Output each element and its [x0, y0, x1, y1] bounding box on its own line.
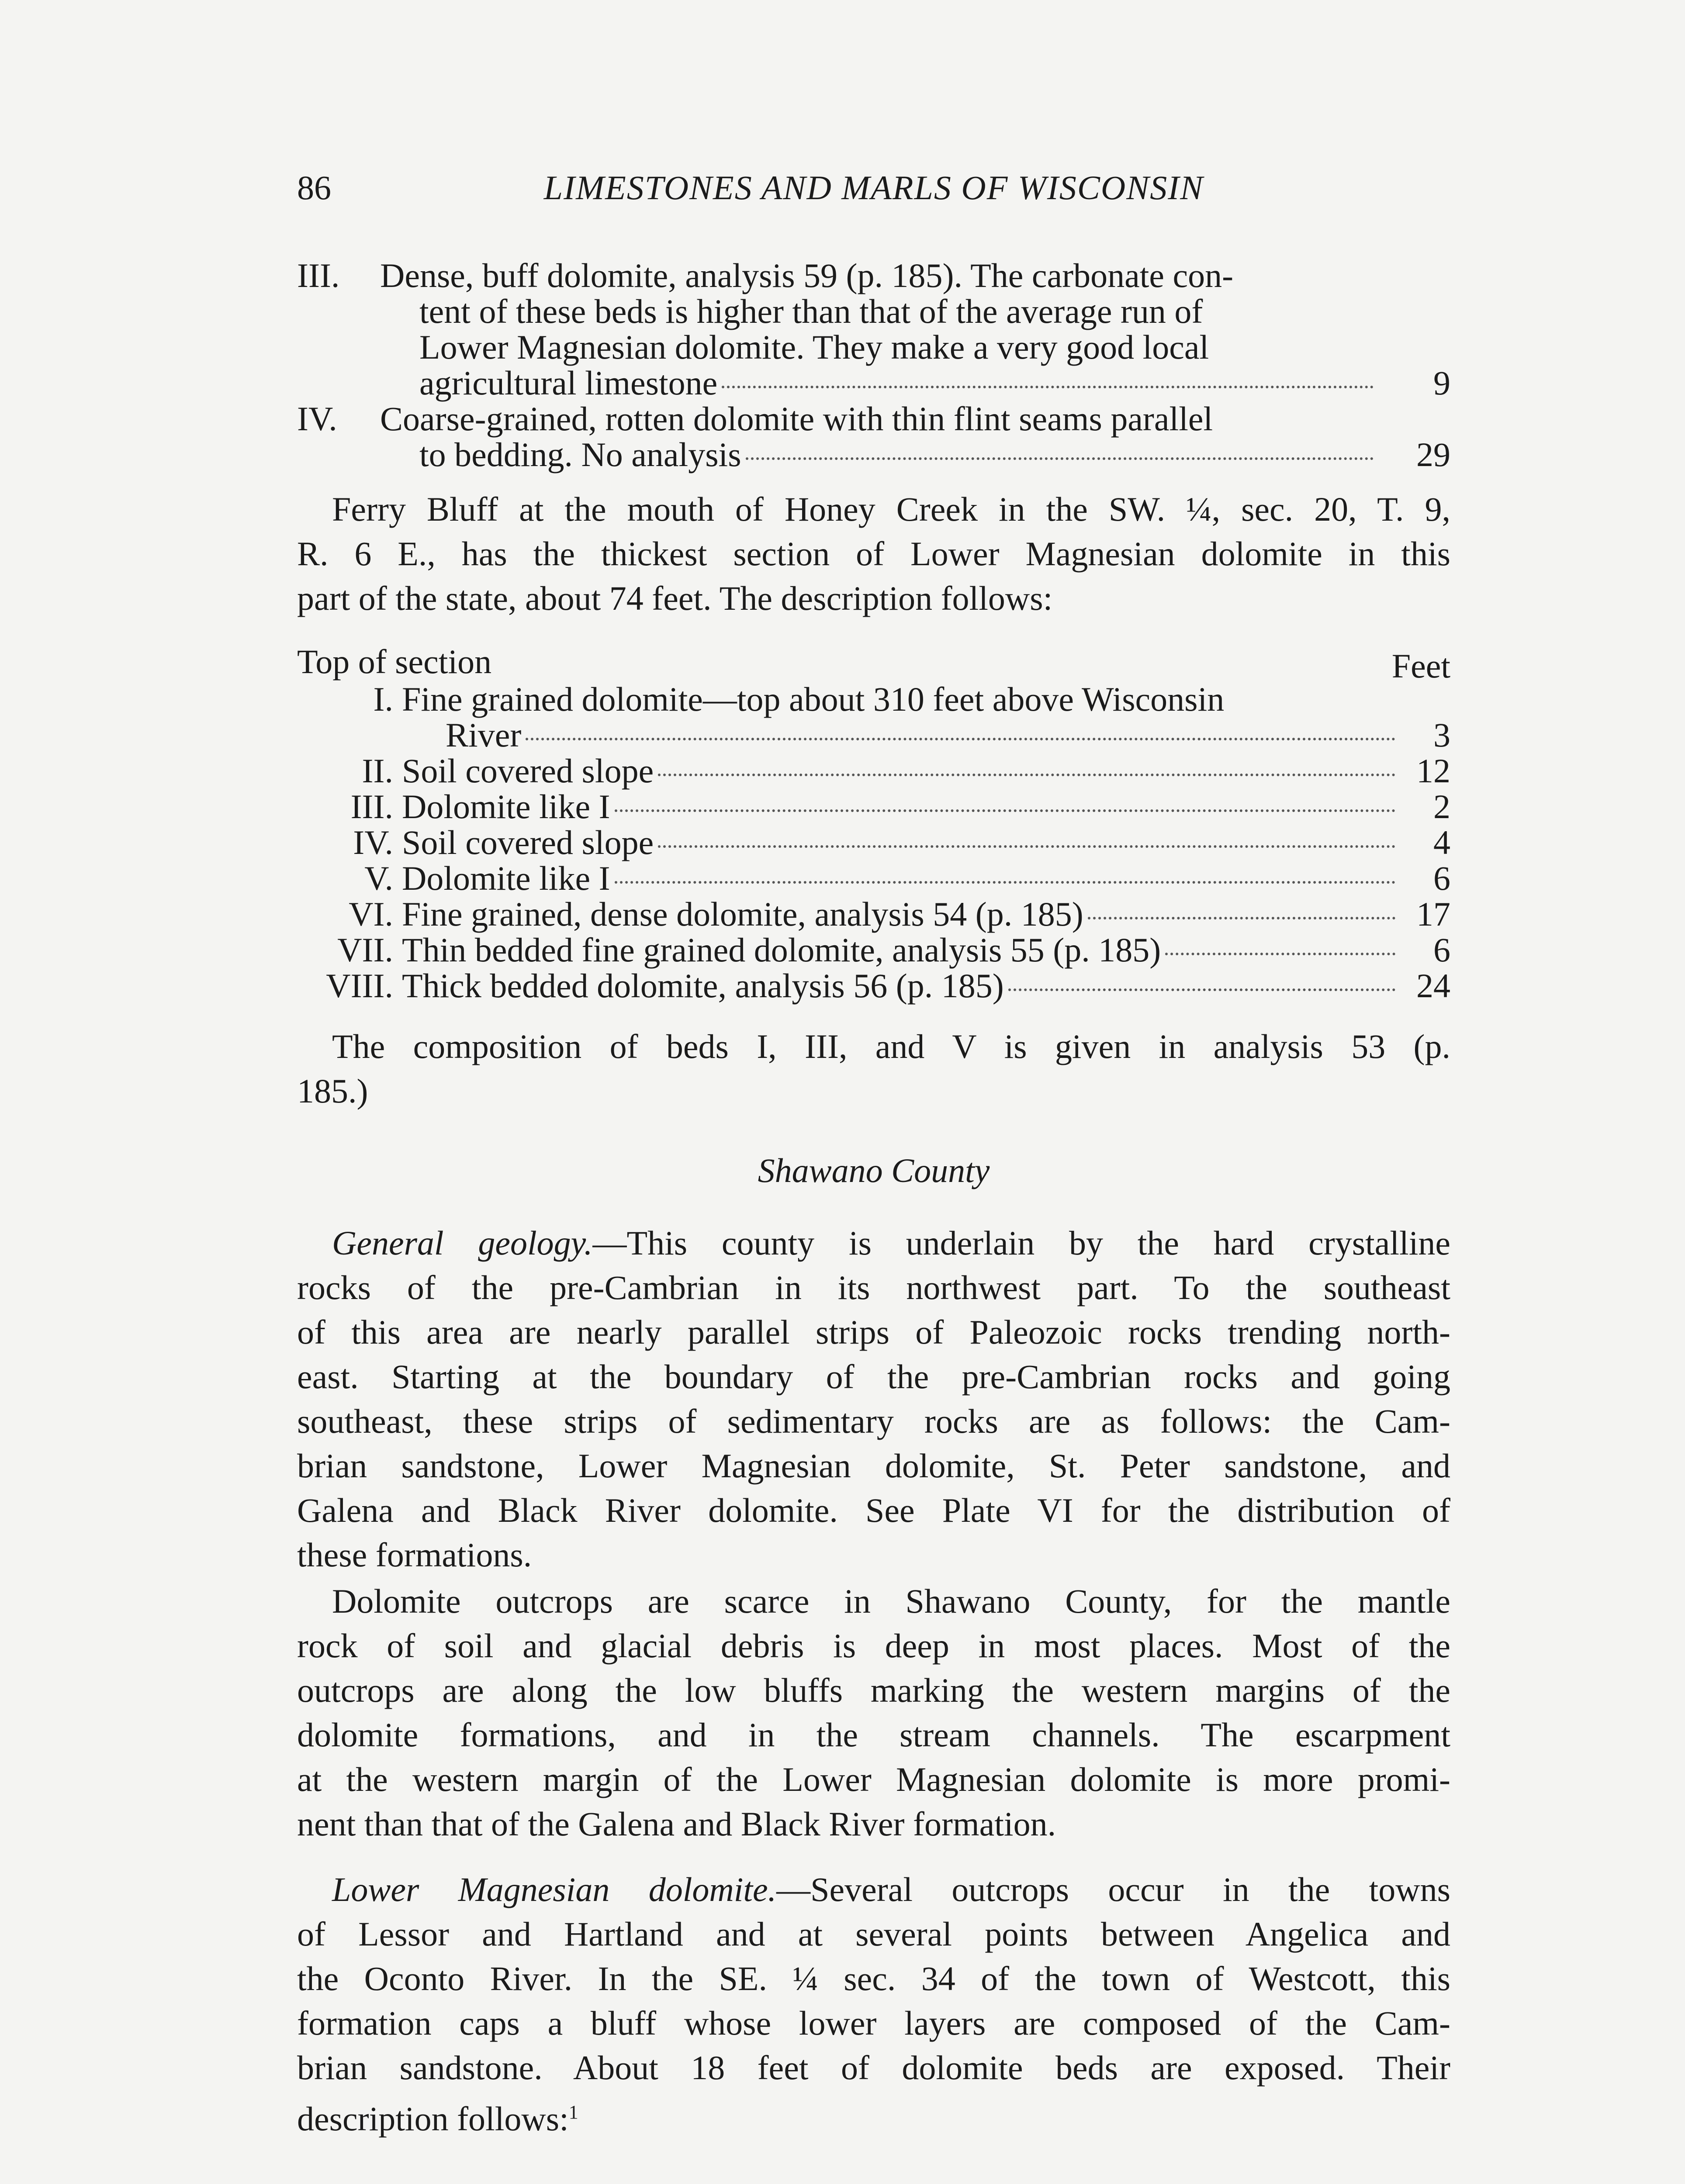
page-header	[297, 168, 1450, 216]
thickness-value: 2	[1433, 788, 1450, 826]
bed-number: III.	[297, 256, 340, 294]
thickness-value: 9	[1433, 364, 1450, 402]
paragraph-lead: General geology.	[332, 1224, 593, 1262]
general-geology-paragraph: General geology.—This county is underlain by the hard crystalline rocks of the pre-Cambrian in its northwest part. To the southeast of this area are nearly parallel strips of Paleozoic rocks trending north- east. Starting at the boundary of the pre-Cambrian rocks and going southeast, these strips of sedimentary rocks are as follows: the Cam- brian sandstone, Lower Magnesian dolomite, St. Peter sandstone, and Galena and Black River dolomite. See Plate VI for the distribution of these formations.	[297, 1224, 1450, 1574]
thickness-value: 3	[1433, 716, 1450, 754]
dot-leader	[1008, 988, 1395, 991]
entry-line: agricultural limestone	[419, 364, 718, 402]
dot-leader	[1165, 953, 1395, 955]
dot-leader	[526, 738, 1395, 740]
thickness-value: 17	[1416, 895, 1450, 933]
bed-entry-iv	[297, 401, 1450, 473]
running-head: LIMESTONES AND MARLS OF WISCONSIN	[543, 169, 1204, 207]
composition-paragraph: The composition of beds I, III, and V is given in analysis 53 (p. 185.)	[297, 1027, 1450, 1110]
dot-leader	[615, 809, 1395, 812]
table-right-header: Feet	[1391, 647, 1450, 685]
table-left-header: Top of section	[297, 643, 492, 681]
thickness-value: 4	[1433, 823, 1450, 861]
page-number: 86	[297, 169, 331, 207]
dot-leader	[658, 845, 1395, 848]
section-table-header	[297, 642, 1450, 685]
paragraph-lead: Lower Magnesian dolomite.	[332, 1870, 777, 1908]
entry-line: Lower Magnesian dolomite. They make a very good local	[419, 328, 1209, 366]
lower-magnesian-paragraph: Lower Magnesian dolomite.—Several outcrops occur in the towns of Lessor and Hartland and at several points between Angelica and the Oconto River. In the SE. ¼ sec. 34 of the town of Westcott, this formation caps a bluff whose lower layers are composed of the Cam- brian sandstone. About 18 feet of dolomite beds are exposed. Their description follows:$^1$	[297, 1870, 1450, 2138]
outcrops-paragraph: Dolomite outcrops are scarce in Shawano County, for the mantle rock of soil and glacial debris is deep in most places. Most of the outcrops are along the low bluffs marking the western margins of the dolomite formations, and in the stream channels. The escarpment at the western margin of the Lower Magnesian dolomite is more promi- nent than that of the Galena and Black River formation.	[297, 1582, 1450, 1843]
dot-leader	[615, 881, 1395, 884]
table-row: II. Soil covered slope 12	[362, 752, 1450, 790]
dot-leader	[658, 774, 1395, 776]
thickness-value: 6	[1433, 931, 1450, 969]
entry-line: Coarse-grained, rotten dolomite with thin flint seams parallel	[380, 400, 1213, 438]
thickness-value: 12	[1416, 752, 1450, 790]
table-row: V. Dolomite like I 6	[364, 859, 1450, 897]
table-row: VII. Thin bedded fine grained dolomite, analysis 55 (p. 185) 6	[337, 931, 1450, 969]
entry-line: to bedding. No analysis	[419, 435, 741, 473]
footnote-marker[interactable]: 1	[568, 2101, 578, 2123]
table-row: I. Fine grained dolomite—top about 310 feet above Wisconsin River 3	[373, 680, 1450, 754]
thickness-value: 6	[1433, 859, 1450, 897]
thickness-value: 24	[1416, 967, 1450, 1005]
entry-line: Dense, buff dolomite, analysis 59 (p. 185). The carbonate con-	[380, 256, 1234, 294]
thickness-value: 29	[1416, 435, 1450, 473]
table-row: VI. Fine grained, dense dolomite, analysis 54 (p. 185) 17	[349, 895, 1450, 933]
dot-leader	[1088, 917, 1395, 919]
bed-entry-iii	[297, 258, 1450, 401]
entry-line: tent of these beds is higher than that of the average run of	[419, 292, 1203, 330]
table-row: IV. Soil covered slope 4	[353, 823, 1450, 861]
ferry-bluff-paragraph: Ferry Bluff at the mouth of Honey Creek in the SW. ¼, sec. 20, T. 9, R. 6 E., has the thickest section of Lower Magnesian dolomite in this part of the state, about 74 feet. The description follows:	[297, 490, 1450, 617]
bed-number: IV.	[297, 400, 337, 438]
dot-leader	[722, 386, 1374, 388]
table-row: III. Dolomite like I 2	[350, 788, 1450, 826]
dot-leader	[746, 457, 1374, 460]
county-heading: Shawano County	[758, 1151, 990, 1189]
table-row: VIII. Thick bedded dolomite, analysis 56 (p. 185) 24	[326, 967, 1450, 1005]
